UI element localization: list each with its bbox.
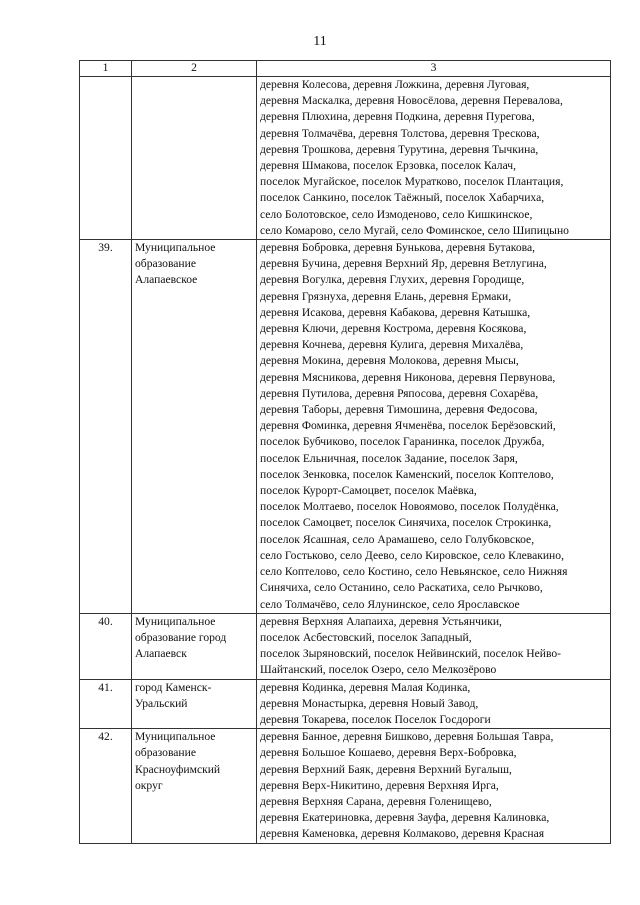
settlements-table bbox=[79, 60, 611, 844]
municipality-name bbox=[132, 613, 257, 679]
settlements-line: село Толмачёво, село Ялунинское, село Ярославское bbox=[260, 597, 520, 611]
table-row bbox=[80, 679, 611, 729]
settlements-line: деревня Верх-Никитино, деревня Верхняя Ирга, bbox=[260, 778, 499, 792]
municipality-name-line: Уральский bbox=[135, 696, 188, 710]
municipality-name-line: образование bbox=[135, 257, 196, 271]
settlements-line: село Коптелово, село Костино, село Невьянское, село Нижняя bbox=[260, 565, 568, 579]
settlements-line: деревня Мясникова, деревня Никонова, деревня Первунова, bbox=[260, 370, 556, 384]
settlements-line: поселок Зыряновский, поселок Нейвинский, поселок Нейво- bbox=[260, 647, 561, 661]
settlements-line: деревня Банное, деревня Бишково, деревня Большая Тавра, bbox=[260, 730, 554, 744]
settlements-line: деревня Екатериновка, деревня Зауфа, деревня Калиновка, bbox=[260, 811, 550, 825]
settlements-line: поселок Мугайское, поселок Муратково, поселок Плантация, bbox=[260, 175, 564, 189]
settlements-line: деревня Мокина, деревня Молокова, деревня Мысы, bbox=[260, 354, 519, 368]
municipality-name-line: Муниципальное bbox=[135, 730, 216, 744]
table-row bbox=[80, 729, 611, 843]
settlements-line: деревня Исакова, деревня Кабакова, деревня Катышка, bbox=[260, 305, 531, 319]
settlements-line: деревня Фоминка, деревня Ячменёва, поселок Берёзовский, bbox=[260, 419, 556, 433]
settlements-line: поселок Санкино, поселок Таёжный, поселок Хабарчиха, bbox=[260, 191, 545, 205]
row-number bbox=[80, 77, 132, 240]
settlements-line: поселок Курорт-Самоцвет, поселок Маёвка, bbox=[260, 484, 477, 498]
settlements-line: деревня Шмакова, поселок Ерзовка, поселок Калач, bbox=[260, 159, 517, 173]
settlements-line: деревня Токарева, поселок Поселок Госдороги bbox=[260, 712, 491, 726]
settlements-line: деревня Толмачёва, деревня Толстова, деревня Трескова, bbox=[260, 126, 540, 140]
settlements-line: поселок Молтаево, поселок Новоямово, поселок Полудёнка, bbox=[260, 500, 559, 514]
column-header-settlements: 3 bbox=[257, 61, 611, 77]
settlements-line: деревня Трошкова, деревня Турутина, деревня Тычкина, bbox=[260, 142, 539, 156]
settlements-line: деревня Верхний Баяк, деревня Верхний Бугалыш, bbox=[260, 762, 512, 776]
row-number: 42. bbox=[80, 729, 132, 843]
settlements-list bbox=[257, 613, 611, 679]
settlements-line: село Гостьково, село Деево, село Кировское, село Клевакино, bbox=[260, 548, 564, 562]
settlements-line: село Болотовское, село Измоденово, село Кишкинское, bbox=[260, 207, 533, 221]
settlements-line: деревня Кочнева, деревня Кулига, деревня Михалёва, bbox=[260, 338, 524, 352]
settlements-line: деревня Плюхина, деревня Подкина, деревня Пурегова, bbox=[260, 110, 535, 124]
settlements-list bbox=[257, 729, 611, 843]
municipality-name-line: образование bbox=[135, 746, 196, 760]
settlements-list bbox=[257, 240, 611, 614]
municipality-name bbox=[132, 77, 257, 240]
municipality-name-line: Муниципальное bbox=[135, 241, 216, 255]
settlements-line: поселок Асбестовский, поселок Западный, bbox=[260, 630, 472, 644]
settlements-line: деревня Бобровка, деревня Бунькова, деревня Бутакова, bbox=[260, 241, 535, 255]
settlements-list bbox=[257, 679, 611, 729]
table-row bbox=[80, 613, 611, 679]
municipality-name bbox=[132, 240, 257, 614]
settlements-line: поселок Ельничная, поселок Задание, поселок Заря, bbox=[260, 451, 518, 465]
settlements-line: деревня Вогулка, деревня Глухих, деревня Городище, bbox=[260, 273, 525, 287]
municipality-name-line: Алапаевское bbox=[135, 273, 198, 287]
municipality-name-line: город Каменск- bbox=[135, 680, 212, 694]
settlements-line: деревня Каменовка, деревня Колмаково, деревня Красная bbox=[260, 827, 545, 841]
column-header-number: 1 bbox=[80, 61, 132, 77]
settlements-line: деревня Большое Кошаево, деревня Верх-Бобровка, bbox=[260, 746, 517, 760]
row-number: 41. bbox=[80, 679, 132, 729]
page-number: 11 bbox=[313, 34, 327, 49]
settlements-list bbox=[257, 77, 611, 240]
municipality-name bbox=[132, 679, 257, 729]
settlements-line: деревня Монастырка, деревня Новый Завод, bbox=[260, 696, 479, 710]
table-row bbox=[80, 240, 611, 614]
settlements-line: деревня Таборы, деревня Тимошина, деревня Федосова, bbox=[260, 403, 538, 417]
settlements-line: деревня Маскалка, деревня Новосёлова, деревня Перевалова, bbox=[260, 94, 563, 108]
settlements-line: поселок Ясашная, село Арамашево, село Голубковское, bbox=[260, 532, 535, 546]
municipality-name bbox=[132, 729, 257, 843]
municipality-name-line: Алапаевск bbox=[135, 647, 187, 661]
row-number: 40. bbox=[80, 613, 132, 679]
municipality-name-line: образование город bbox=[135, 630, 227, 644]
settlements-line: поселок Зенковка, поселок Каменский, поселок Коптелово, bbox=[260, 467, 554, 481]
settlements-line: поселок Бубчиково, поселок Гаранинка, поселок Дружба, bbox=[260, 435, 545, 449]
settlements-line: деревня Верхняя Сарана, деревня Голенищево, bbox=[260, 794, 492, 808]
settlements-line: деревня Колесова, деревня Ложкина, деревня Луговая, bbox=[260, 78, 530, 91]
settlements-line: деревня Кодинка, деревня Малая Кодинка, bbox=[260, 680, 471, 694]
settlements-line: деревня Ключи, деревня Кострома, деревня Косякова, bbox=[260, 322, 527, 336]
settlements-line: деревня Грязнуха, деревня Елань, деревня Ермаки, bbox=[260, 289, 512, 303]
municipality-name-line: Муниципальное bbox=[135, 614, 216, 628]
settlements-line: поселок Самоцвет, поселок Синячиха, поселок Строкинка, bbox=[260, 516, 552, 530]
settlements-line: деревня Бучина, деревня Верхний Яр, деревня Ветлугина, bbox=[260, 257, 547, 271]
settlements-line: Синячиха, село Останино, село Раскатиха, село Рычково, bbox=[260, 581, 543, 595]
municipality-name-line: округ bbox=[135, 778, 163, 792]
municipality-name-line: Красноуфимский bbox=[135, 762, 221, 776]
settlements-line: деревня Верхняя Алапаиха, деревня Устьянчики, bbox=[260, 614, 502, 628]
settlements-line: село Комарово, село Мугай, село Фоминское, село Шипицыно bbox=[260, 223, 569, 237]
table-header-row bbox=[80, 61, 611, 77]
table-row bbox=[80, 77, 611, 240]
settlements-line: деревня Путилова, деревня Ряпосова, деревня Сохарёва, bbox=[260, 386, 539, 400]
settlements-line: Шайтанский, поселок Озеро, село Мелкозёрово bbox=[260, 663, 497, 677]
row-number: 39. bbox=[80, 240, 132, 614]
column-header-municipality: 2 bbox=[132, 61, 257, 77]
